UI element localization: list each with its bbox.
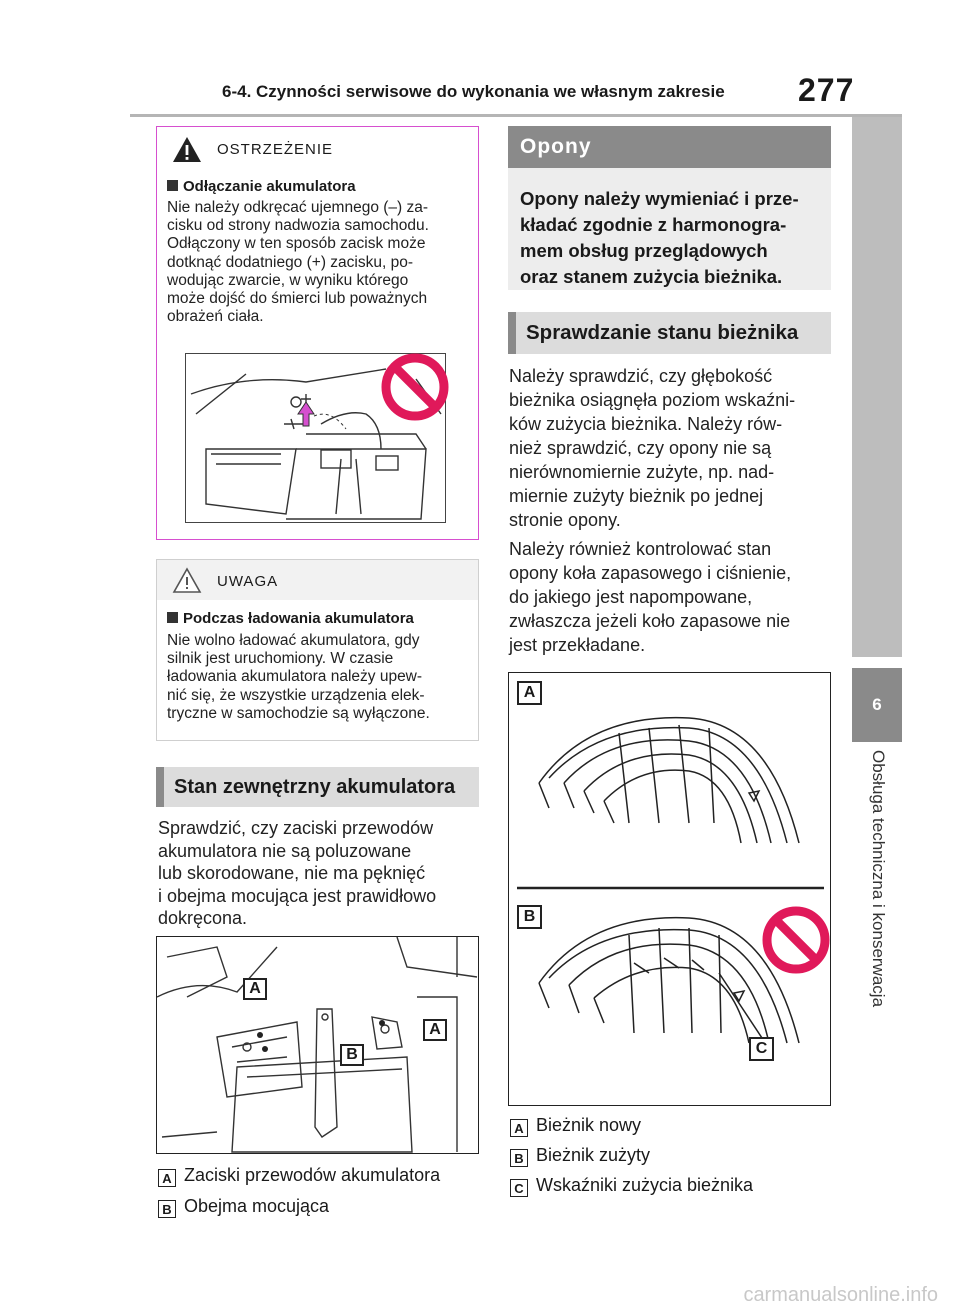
prohibited-icon — [761, 905, 831, 980]
page-number: 277 — [798, 72, 855, 108]
watermark: carmanualsonline.info — [743, 1284, 938, 1306]
warning-title: OSTRZEŻENIE — [217, 141, 334, 158]
warning-body: Nie należy odkręcać ujemnego (–) za- cisku od strony nadwozia samochodu. Odłączony w ten sposób zacisk może dotknąć dodatniego (+) zacisku, po- wodując zwarcie, w wyniku którego może dojść do śmierci lub poważnych obrażeń ciała. — [167, 199, 429, 326]
tread-figure — [508, 672, 831, 1106]
figure-label-a: A — [423, 1019, 447, 1041]
figure-label-b: B — [517, 905, 542, 929]
header-rule — [130, 114, 902, 117]
legend-item: A Zaciski przewodów akumulatora — [158, 1165, 440, 1187]
figure-label-b: B — [340, 1044, 364, 1066]
chapter-number-tab: 6 — [852, 668, 902, 742]
battery-check-text: Sprawdzić, czy zaciski przewodów akumulatora nie są poluzowane lub skorodowane, nie ma pęknięć i obejma mocująca jest prawidłowo dokręcona. — [158, 818, 437, 928]
legend-key: C — [510, 1179, 528, 1197]
running-header-title: 6-4. Czynności serwisowe do wykonania we własnym zakresie — [222, 82, 725, 101]
legend-item: B Bieżnik zużyty — [510, 1145, 650, 1167]
warning-subtitle: Odłączanie akumulatora — [167, 178, 356, 195]
legend-key: B — [510, 1149, 528, 1167]
legend-key: B — [158, 1200, 176, 1218]
legend-item: A Bieżnik nowy — [510, 1115, 641, 1137]
tread-check-text: Należy sprawdzić, czy głębokość bieżnika osiągnęła poziom wskaźni- ków zużycia bieżnika. Należy rów- nież sprawdzić, czy opony nie są nierównomiernie zużyte, np. nad- miernie zużyty bieżnik po jednej stronie opony. — [509, 366, 796, 530]
caution-header-band — [157, 560, 478, 600]
section-heading-battery: Stan zewnętrzny akumulatora — [156, 767, 479, 807]
spare-tire-text: Należy również kontrolować stan opony koła zapasowego i ciśnienie, do jakiego jest napompowane, zwłaszcza jeżeli koło zapasowe nie jest przekładane. — [509, 539, 792, 655]
warning-triangle-icon — [172, 136, 202, 168]
caution-body: Nie wolno ładować akumulatora, gdy silnik jest uruchomiony. W czasie ładowania akumulatora należy upew- nić się, że wszystkie urządzenia elek- tryczne w samochodzie są wyłączone. — [167, 632, 430, 722]
legend-key: A — [510, 1119, 528, 1137]
section-heading-tread: Sprawdzanie stanu bieżnika — [508, 312, 831, 354]
prohibited-icon — [380, 352, 450, 427]
battery-figure — [156, 936, 479, 1154]
figure-label-c: C — [749, 1037, 774, 1061]
chapter-title-vertical: Obsługa techniczna i konserwacja — [869, 750, 888, 1008]
caution-subtitle: Podczas ładowania akumulatora — [167, 610, 414, 627]
legend-item: C Wskaźniki zużycia bieżnika — [510, 1175, 753, 1197]
section-heading-tires: Opony — [508, 126, 831, 168]
legend-key: A — [158, 1169, 176, 1187]
figure-label-a: A — [243, 978, 267, 1000]
legend-item: B Obejma mocująca — [158, 1196, 329, 1218]
caution-triangle-icon — [172, 567, 202, 599]
figure-label-a: A — [517, 681, 542, 705]
tires-intro-text: Opony należy wymieniać i prze- kładać zgodnie z harmonogra- mem obsług przeglądowych oraz stanem zużycia bieżnika. — [520, 188, 799, 287]
chapter-tab-strip — [852, 117, 902, 657]
caution-title: UWAGA — [217, 573, 279, 590]
